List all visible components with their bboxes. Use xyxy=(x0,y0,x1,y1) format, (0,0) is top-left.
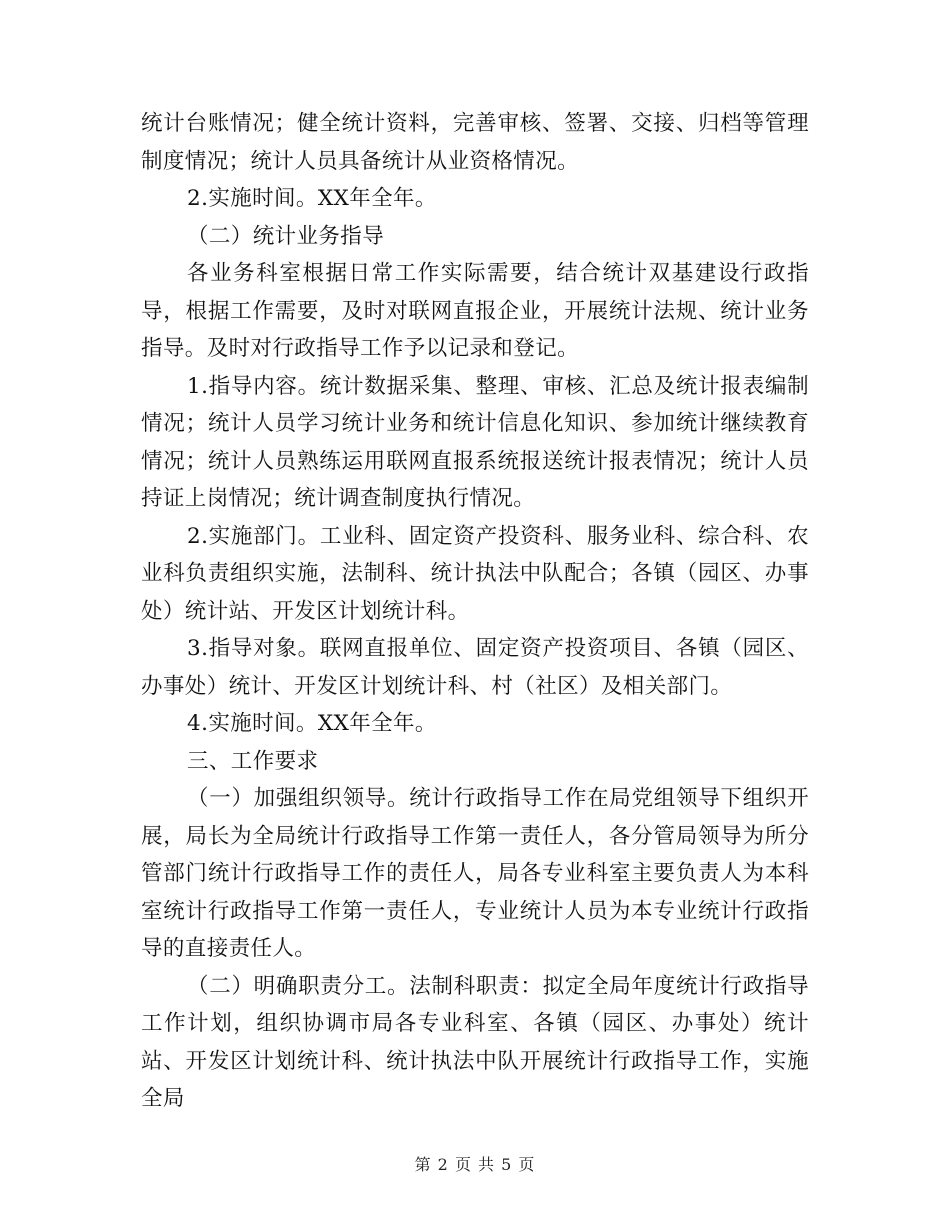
paragraph-business-guidance-intro: 各业务科室根据日常工作实际需要，结合统计双基建设行政指导，根据工作需要，及时对联网直报企业，开展统计法规、统计业务指导。及时对行政指导工作予以记录和登记。 xyxy=(141,261,809,361)
section-heading-work-requirements: 三、工作要求 xyxy=(187,748,319,774)
section-heading-business-guidance: （二）统计业务指导 xyxy=(187,223,385,249)
paragraph-organization-leadership: （一）加强组织领导。统计行政指导工作在局党组领导下组织开展，局长为全局统计行政指导工作第一责任人，各分管局领导为所分管部门统计行政指导工作的责任人，局各专业科室主要负责人为本科室统计行政指导工作第一责任人，专业统计人员为本专业统计行政指导的直接责任人。 xyxy=(141,786,809,961)
page-footer xyxy=(0,1154,950,1176)
paragraph-responsibilities: （二）明确职责分工。法制科职责：拟定全局年度统计行政指导工作计划，组织协调市局各专业科室、各镇（园区、办事处）统计站、开发区计划统计科、统计执法中队开展统计行政指导工作，实施全局 xyxy=(141,973,809,1111)
paragraph-continuation: 统计台账情况；健全统计资料，完善审核、签署、交接、归档等管理制度情况；统计人员具备统计从业资格情况。 xyxy=(141,111,809,174)
paragraph-implementation-time-1: 2.实施时间。XX年全年。 xyxy=(187,186,437,211)
paragraph-guidance-content: 1.指导内容。统计数据采集、整理、审核、汇总及统计报表编制情况；统计人员学习统计业务和统计信息化知识、参加统计继续教育情况；统计人员熟练运用联网直报系统报送统计报表情况；统计人员持证上岗情况；统计调查制度执行情况。 xyxy=(141,373,809,511)
paragraph-implementation-time-2: 4.实施时间。XX年全年。 xyxy=(187,711,437,736)
paragraph-guidance-targets: 3.指导对象。联网直报单位、固定资产投资项目、各镇（园区、办事处）统计、开发区计划统计科、村（社区）及相关部门。 xyxy=(141,636,809,699)
paragraph-implementing-departments: 2.实施部门。工业科、固定资产投资科、服务业科、综合科、农业科负责组织实施，法制科、统计执法中队配合；各镇（园区、办事处）统计站、开发区计划统计科。 xyxy=(141,523,809,624)
page-number-label: 第 2 页 共 5 页 xyxy=(414,1155,536,1174)
document-body xyxy=(141,105,809,1118)
